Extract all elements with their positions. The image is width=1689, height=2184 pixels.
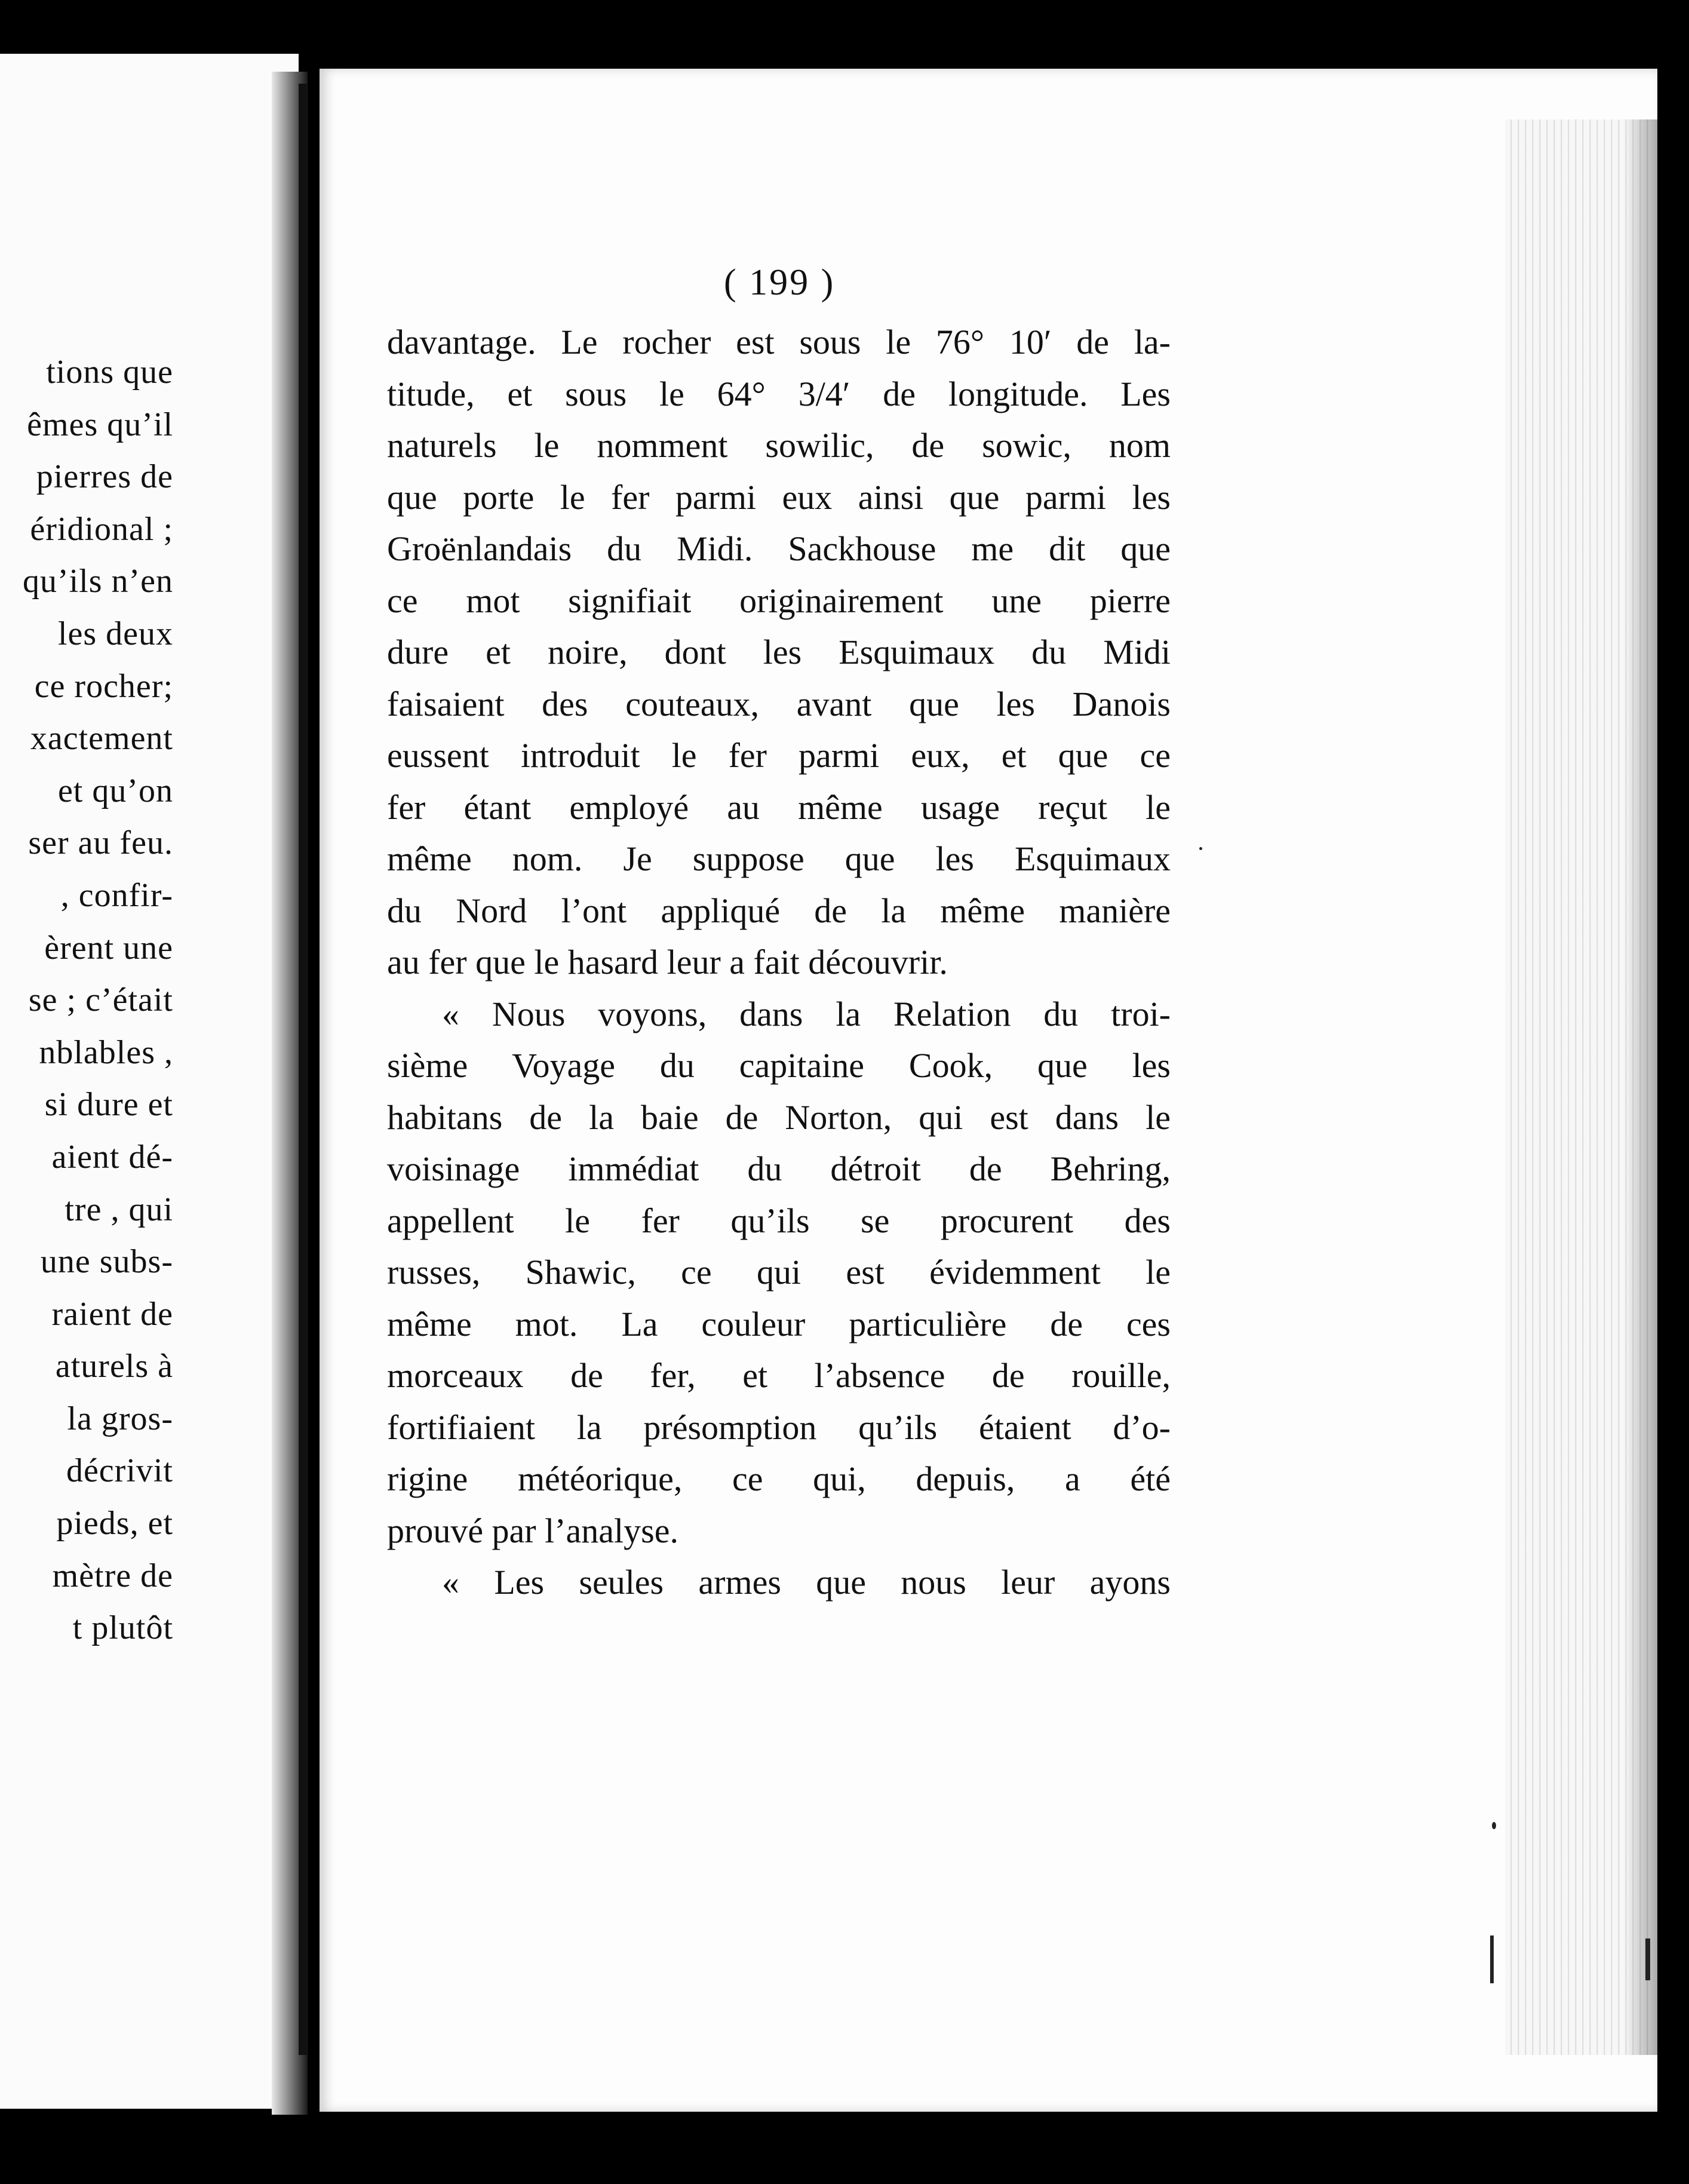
- text-line: habitans de la baie de Norton, qui est dans le: [387, 1097, 1171, 1137]
- text-line: fortifiaient la présomption qu’ils étaient d’o-: [387, 1407, 1171, 1447]
- left-line: qu’ils n’en: [22, 563, 173, 600]
- page-edge-mark: [1645, 1938, 1650, 1980]
- left-line: si dure et: [44, 1086, 173, 1124]
- left-line: tre , qui: [65, 1191, 173, 1228]
- left-line: êmes qu’il: [27, 406, 173, 443]
- text-line: sième Voyage du capitaine Cook, que les: [387, 1046, 1171, 1085]
- text-line: dure et noire, dont les Esquimaux du Midi: [387, 633, 1171, 671]
- left-line: raient de: [51, 1295, 173, 1333]
- text-line: que porte le fer parmi eux ainsi que parmi les: [387, 477, 1171, 517]
- text-line: davantage. Le rocher est sous le 76° 10′ de la-: [387, 323, 1171, 361]
- gutter-shadow-line: [299, 84, 307, 2055]
- page-stack-shadow: [1624, 119, 1660, 2055]
- left-line: aturels à: [55, 1348, 173, 1385]
- left-line: éridional ;: [30, 510, 173, 548]
- page-body-text: [387, 317, 1171, 1609]
- text-line: morceaux de fer, et l’absence de rouille,: [387, 1356, 1171, 1395]
- left-line: aient dé-: [51, 1138, 173, 1176]
- paper-speck: [1199, 847, 1202, 850]
- left-line: ce rocher;: [34, 667, 173, 705]
- text-line: même mot. La couleur particulière de ces: [387, 1304, 1171, 1343]
- text-line: fer étant employé au même usage reçut le: [387, 787, 1171, 827]
- left-line: èrent une: [44, 929, 173, 967]
- text-line: rigine météorique, ce qui, depuis, a été: [387, 1459, 1171, 1498]
- text-line: faisaient des couteaux, avant que les Danois: [387, 684, 1171, 723]
- paper-speck: [1492, 1822, 1496, 1829]
- left-line: la gros-: [67, 1400, 173, 1437]
- left-line: pierres de: [36, 458, 173, 496]
- text-line: au fer que le hasard leur a fait découvrir.: [387, 943, 948, 981]
- text-line: « Nous voyons, dans la Relation du troi-: [442, 994, 1171, 1033]
- text-line: eussent introduit le fer parmi eux, et que ce: [387, 736, 1171, 775]
- text-line: Groënlandais du Midi. Sackhouse me dit que: [387, 529, 1171, 568]
- left-line: mètre de: [52, 1557, 173, 1594]
- left-line: et qu’on: [57, 772, 173, 809]
- text-line: russes, Shawic, ce qui est évidemment le: [387, 1253, 1171, 1292]
- text-line: voisinage immédiat du détroit de Behring,: [387, 1149, 1171, 1188]
- page-edge-mark: [1490, 1935, 1494, 1983]
- left-line: les deux: [57, 615, 173, 652]
- left-page: [0, 54, 299, 2109]
- left-line: décrivit: [66, 1452, 173, 1490]
- text-line: du Nord l’ont appliqué de la même manière: [387, 891, 1171, 930]
- left-line: une subs-: [40, 1243, 173, 1281]
- text-line: appellent le fer qu’ils se procurent des: [387, 1201, 1171, 1240]
- page-number: ( 199 ): [724, 262, 836, 303]
- left-page-text: [0, 346, 173, 1655]
- text-line: titude, et sous le 64° 3/4′ de longitude. Les: [387, 374, 1171, 413]
- left-line: t plutôt: [72, 1609, 173, 1647]
- left-line: pieds, et: [56, 1505, 173, 1542]
- left-line: xactement: [30, 720, 173, 757]
- text-line: même nom. Je suppose que les Esquimaux: [387, 839, 1171, 878]
- text-line: ce mot signifiait originairement une pierre: [387, 581, 1171, 620]
- text-line: naturels le nomment sowilic, de sowic, nom: [387, 426, 1171, 465]
- text-line: prouvé par l’analyse.: [387, 1511, 678, 1550]
- left-line: se ; c’était: [28, 981, 173, 1019]
- text-line: « Les seules armes que nous leur ayons: [442, 1563, 1171, 1602]
- left-line: , confir-: [60, 876, 173, 914]
- left-line: ser au feu.: [28, 824, 173, 862]
- left-line: tions que: [46, 354, 173, 391]
- left-line: nblables ,: [39, 1033, 173, 1071]
